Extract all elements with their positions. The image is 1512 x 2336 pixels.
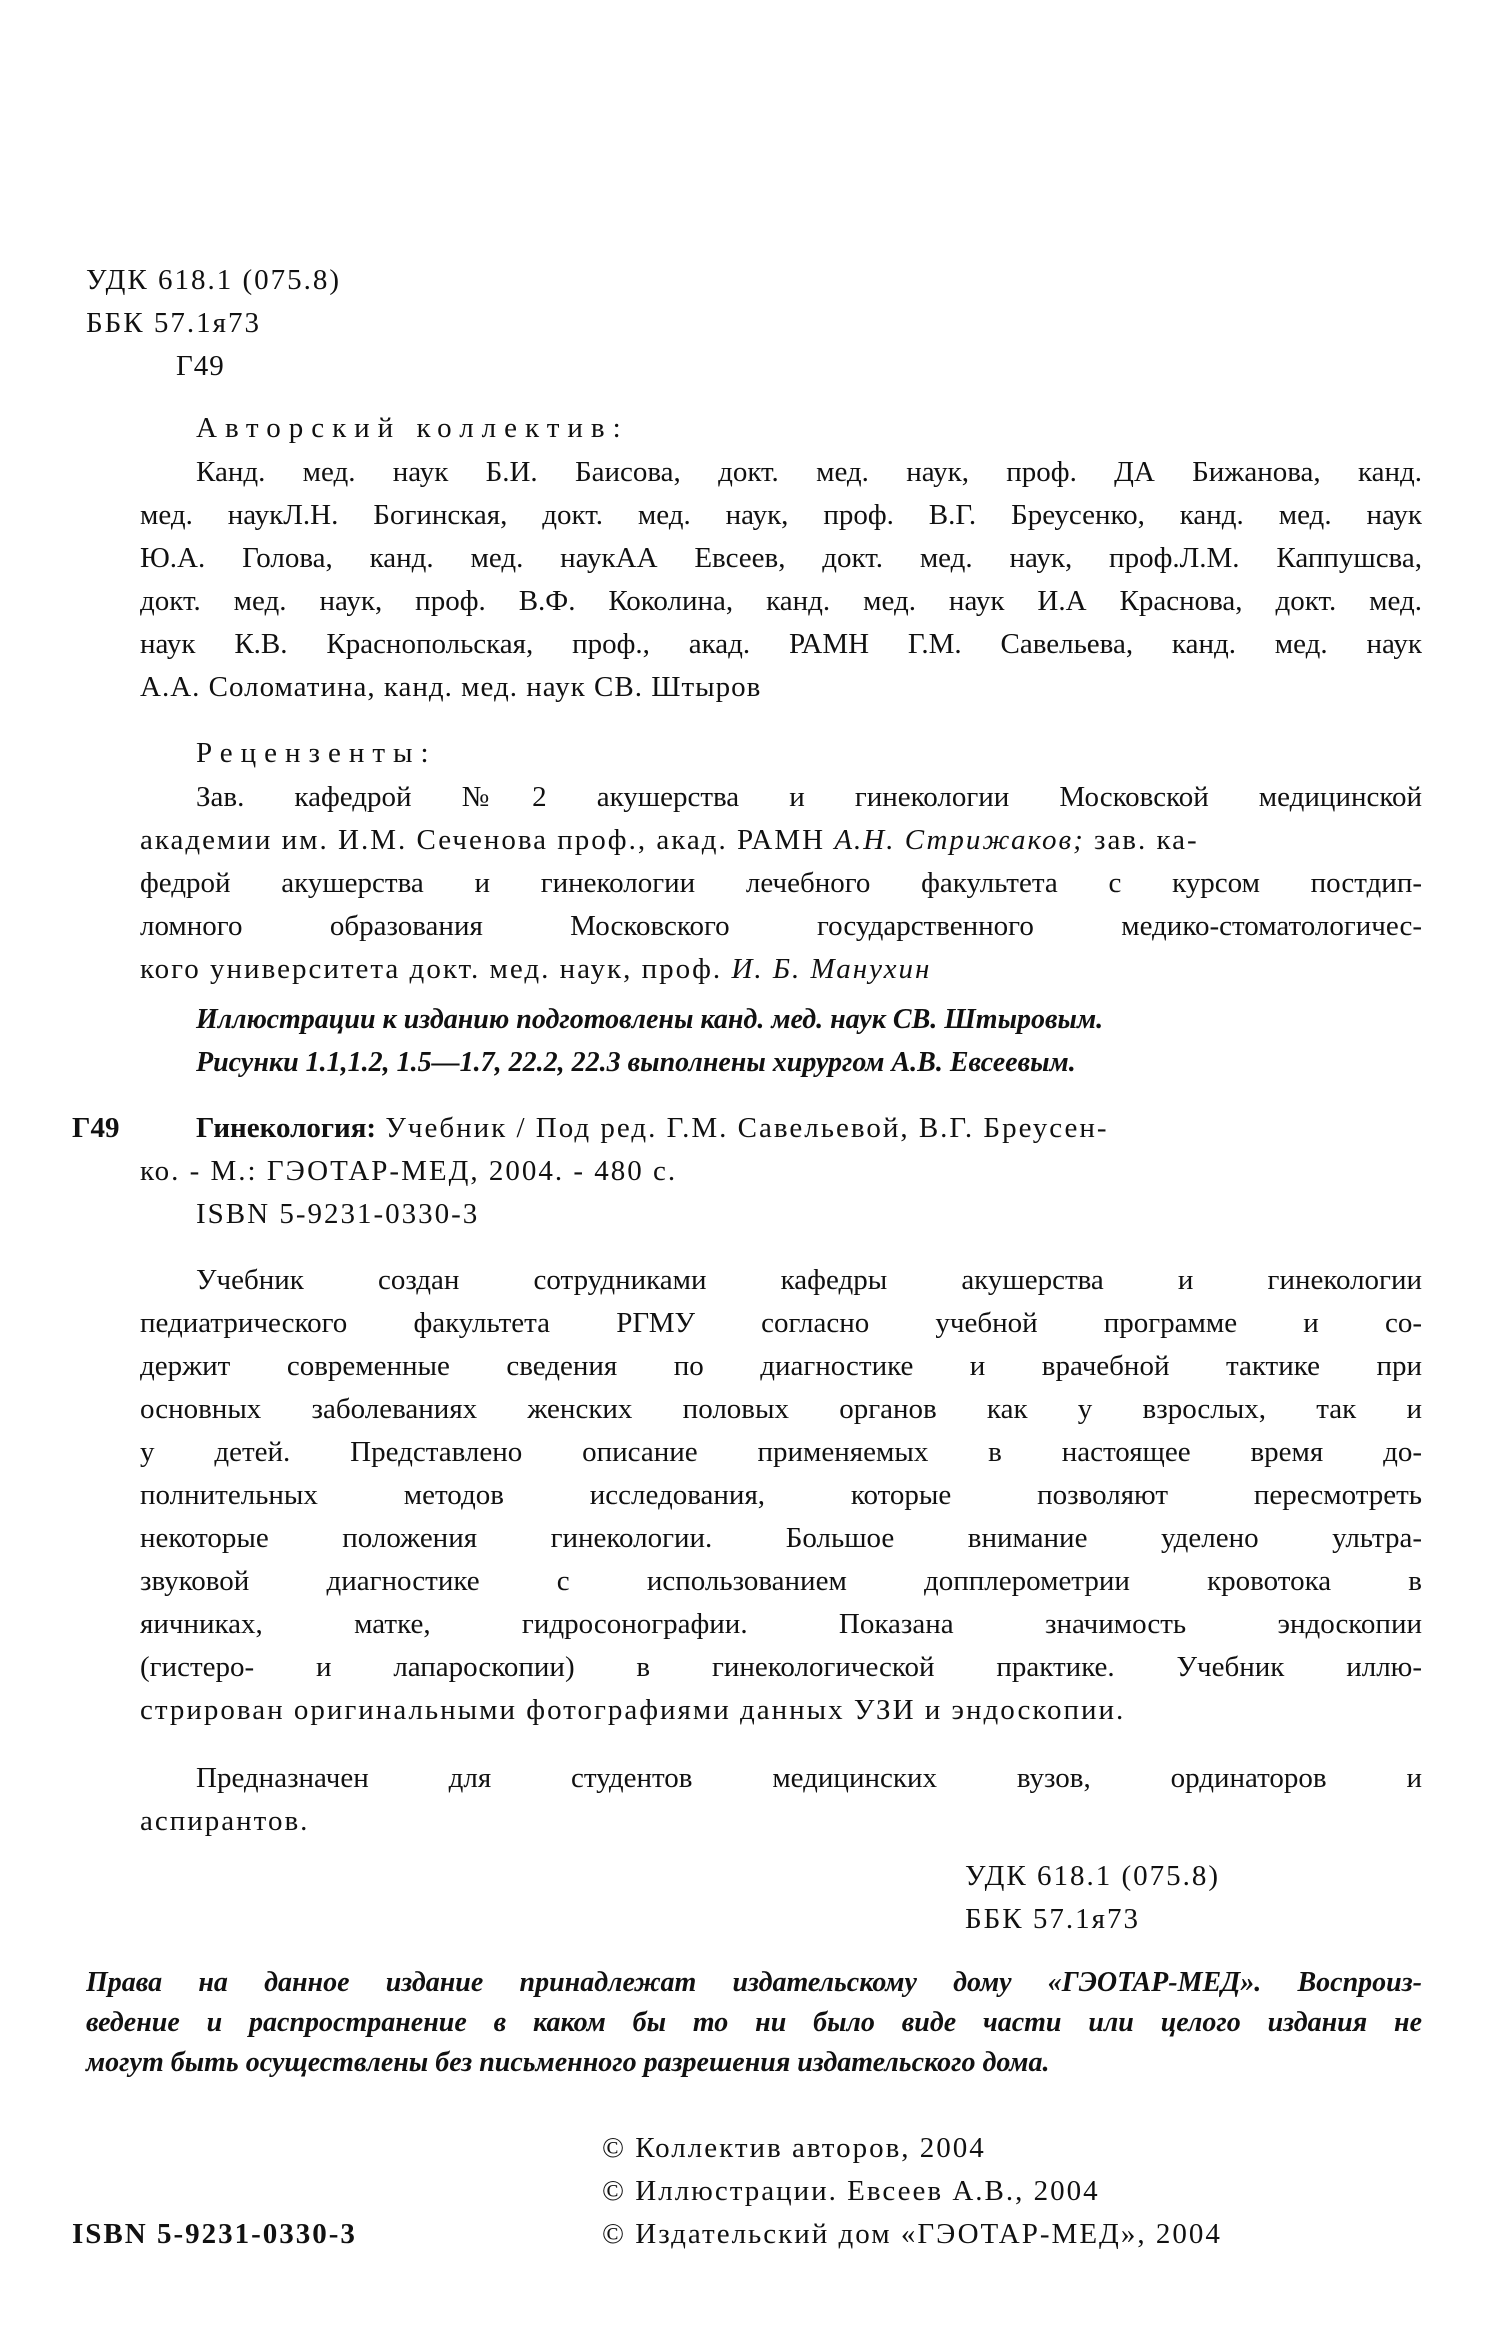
author-mark: Г49 — [176, 350, 225, 382]
authors-line: Ю.А. Голова, канд. мед. наукАА Евсеев, докт. мед. наук, проф.Л.М. Каппушсва, — [140, 542, 1422, 574]
udk-code-repeat: УДК 618.1 (075.8) — [965, 1860, 1221, 1892]
catalog-isbn: ISBN 5-9231-0330-3 — [196, 1198, 480, 1230]
reviewers-text: зав. ка- — [1084, 824, 1199, 856]
annotation-line: некоторые положения гинекологии. Большое внимание уделено ультра- — [140, 1522, 1422, 1554]
bbk-code: ББК 57.1я73 — [86, 307, 261, 339]
catalog-text: Учебник / Под ред. Г.М. Савельевой, В.Г. Бреусен- — [376, 1112, 1109, 1144]
illustrations-note: Иллюстрации к изданию подготовлены канд. мед. наук СВ. Штыровым. — [196, 1004, 1104, 1035]
annotation-line: полнительных методов исследования, которые позволяют пересмотреть — [140, 1479, 1422, 1511]
authors-line: Канд. мед. наук Б.И. Баисова, докт. мед. наук, проф. ДА Бижанова, канд. — [196, 456, 1422, 488]
rights-notice-line: могут быть осуществлены без письменного разрешения издательского дома. — [86, 2047, 1050, 2078]
reviewers-line — [140, 951, 931, 987]
authors-line: докт. мед. наук, проф. В.Ф. Коколина, канд. мед. наук И.А Краснова, докт. мед. — [140, 585, 1422, 617]
illustrations-note: Рисунки 1.1,1.2, 1.5—1.7, 22.2, 22.3 выполнены хирургом А.В. Евсеевым. — [196, 1047, 1076, 1078]
annotation-line: Учебник создан сотрудниками кафедры акушерства и гинекологии — [196, 1264, 1422, 1296]
reviewers-heading: Рецензенты: — [196, 737, 437, 769]
authors-line: А.А. Соломатина, канд. мед. наук СВ. Штыров — [140, 671, 762, 703]
udk-code: УДК 618.1 (075.8) — [86, 264, 342, 296]
authors-heading: Авторский коллектив: — [196, 412, 629, 444]
reviewer-name: И. Б. Манухин — [731, 953, 932, 985]
annotation-line: основных заболеваниях женских половых органов как у взрослых, так и — [140, 1393, 1422, 1425]
reviewers-text: академии им. И.М. Сеченова проф., акад. РАМН — [140, 824, 835, 856]
rights-notice-line: ведение и распространение в каком бы то ни было виде части или целого издания не — [86, 2007, 1422, 2038]
reviewers-text: кого университета докт. мед. наук, проф. — [140, 953, 732, 985]
catalog-line: ко. - М.: ГЭОТАР-МЕД, 2004. - 480 с. — [140, 1155, 678, 1187]
reviewer-name: А.Н. Стрижаков; — [834, 824, 1085, 856]
reviewers-line: ломного образования Московского государственного медико-стоматологичес- — [140, 910, 1422, 942]
annotation-line: (гистеро- и лапароскопии) в гинекологической практике. Учебник иллю- — [140, 1651, 1422, 1683]
annotation-line: педиатрического факультета РГМУ согласно учебной программе и со- — [140, 1307, 1422, 1339]
copyright-line: © Издательский дом «ГЭОТАР-МЕД», 2004 — [602, 2218, 1222, 2250]
catalog-title: Гинекология: — [196, 1112, 377, 1144]
copyright-line: © Иллюстрации. Евсеев А.В., 2004 — [602, 2175, 1100, 2207]
annotation-line: держит современные сведения по диагностике и врачебной тактике при — [140, 1350, 1422, 1382]
catalog-mark: Г49 — [72, 1112, 120, 1144]
catalog-line — [196, 1110, 1109, 1146]
bbk-code-repeat: ББК 57.1я73 — [965, 1903, 1140, 1935]
purpose-line: Предназначен для студентов медицинских вузов, ординаторов и — [196, 1762, 1422, 1794]
reviewers-line: Зав. кафедрой №2 акушерства и гинекологии Московской медицинской — [196, 781, 1422, 813]
annotation-line: звуковой диагностике с использованием допплерометрии кровотока в — [140, 1565, 1422, 1597]
purpose-line: аспирантов. — [140, 1805, 310, 1837]
authors-line: мед. наукЛ.Н. Богинская, докт. мед. наук, проф. В.Г. Бреусенко, канд. мед. наук — [140, 499, 1422, 531]
annotation-line: яичниках, матке, гидросонографии. Показана значимость эндоскопии — [140, 1608, 1422, 1640]
annotation-line: стрирован оригинальными фотографиями данных УЗИ и эндоскопии. — [140, 1694, 1126, 1726]
reviewers-line: федрой акушерства и гинекологии лечебного факультета с курсом постдип- — [140, 867, 1422, 899]
isbn-footer: ISBN 5-9231-0330-3 — [72, 2218, 357, 2250]
copyright-line: © Коллектив авторов, 2004 — [602, 2132, 986, 2164]
authors-line: наук К.В. Краснопольская, проф., акад. РАМН Г.М. Савельева, канд. мед. наук — [140, 628, 1422, 660]
rights-notice-line: Права на данное издание принадлежат издательскому дому «ГЭОТАР-МЕД». Воспроиз- — [86, 1967, 1422, 1998]
annotation-line: у детей. Представлено описание применяемых в настоящее время до- — [140, 1436, 1422, 1468]
reviewers-line — [140, 822, 1422, 858]
